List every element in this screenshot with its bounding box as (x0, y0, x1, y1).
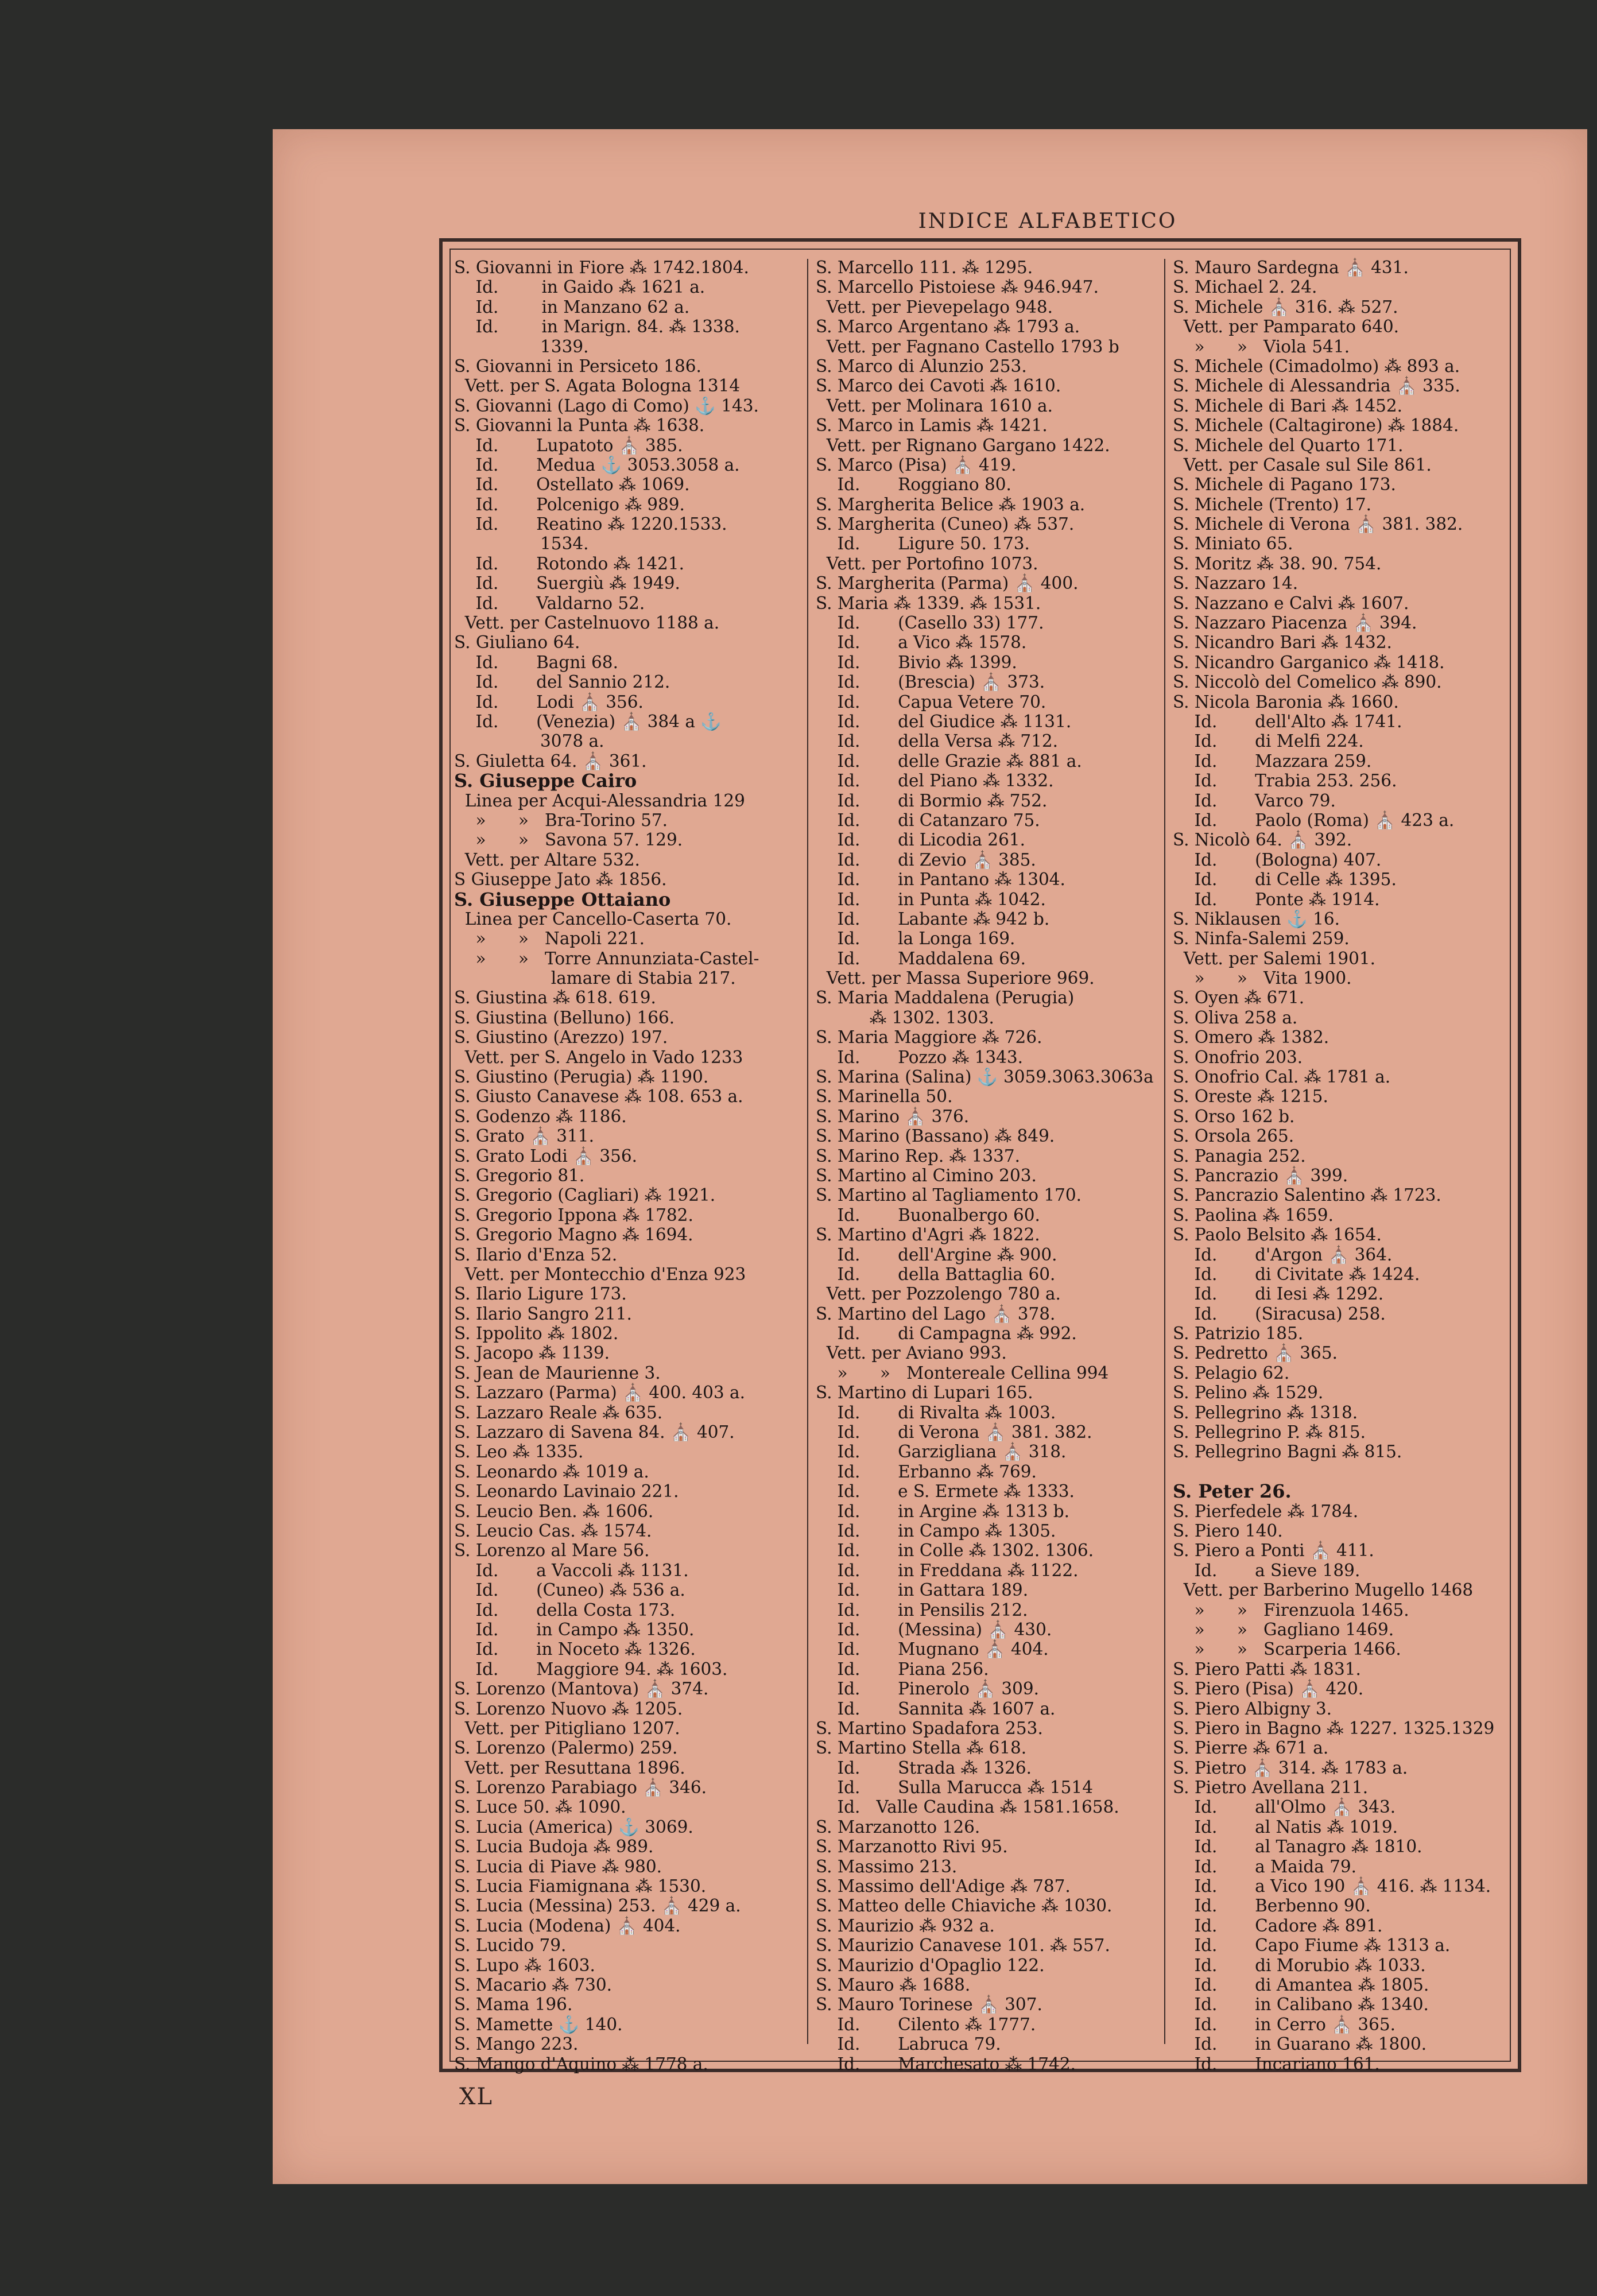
index-entry: Vett. per Salemi 1901. (1173, 948, 1376, 968)
index-entry: S. Pedretto ⛪ 365. (1173, 1343, 1338, 1363)
index-entry: S. Onofrio 203. (1173, 1047, 1303, 1067)
index-entry: S. Nicolò 64. ⛪ 392. (1173, 830, 1352, 850)
index-entry: Vett. per Rignano Gargano 1422. (816, 435, 1110, 455)
index-entry: S. Giuseppe Cairo (454, 770, 637, 792)
index-entry: S. Martino al Cimino 203. (816, 1165, 1037, 1185)
index-entry: S. Mauro Sardegna ⛪ 431. (1173, 258, 1409, 277)
index-entry: S. Maria ⁂ 1339. ⁂ 1531. (816, 593, 1041, 613)
index-entry: S. Pancrazio ⛪ 399. (1173, 1165, 1348, 1185)
index-entry: Id. Mugnano ⛪ 404. (816, 1639, 1049, 1659)
index-entry: S. Nicandro Garganico ⁂ 1418. (1173, 652, 1445, 672)
index-entry: Id. Labruca 79. (816, 2034, 1001, 2054)
index-entry: S. Ninfa-Salemi 259. (1173, 929, 1350, 949)
index-entry: S. Lupo ⁂ 1603. (454, 1955, 595, 1975)
index-entry: Id. Ligure 50. 173. (816, 534, 1030, 554)
index-entry: S. Marina (Salina) ⚓ 3059.3063.3063a (816, 1067, 1154, 1087)
index-entry: Id. di Civitate ⁂ 1424. (1173, 1264, 1420, 1284)
index-entry: S. Grato Lodi ⛪ 356. (454, 1146, 637, 1166)
index-entry: S. Giustina (Belluno) 166. (454, 1007, 675, 1027)
index-entry: S. Giusto Canavese ⁂ 108. 653 a. (454, 1087, 743, 1107)
index-entry: Vett. per Casale sul Sile 861. (1173, 455, 1432, 475)
index-entry: Linea per Acqui-Alessandria 129 (454, 790, 745, 810)
index-entry: Vett. per Aviano 993. (816, 1343, 1007, 1363)
index-entry: Id. Pinerolo ⛪ 309. (816, 1679, 1040, 1699)
index-entry: S. Leonardo Lavinaio 221. (454, 1481, 679, 1502)
index-entry: S. Pietro Avellana 211. (1173, 1778, 1369, 1798)
index-entry: S. Marcello 111. ⁂ 1295. (816, 258, 1033, 277)
index-entry: S. Patrizio 185. (1173, 1324, 1304, 1344)
index-entry: S. Michele (Trento) 17. (1173, 494, 1371, 514)
index-entry: Id. Pozzo ⁂ 1343. (816, 1047, 1024, 1067)
index-entry: S. Godenzo ⁂ 1186. (454, 1106, 627, 1126)
index-entry: 1534. (454, 534, 589, 554)
index-entry: Id. del Giudice ⁂ 1131. (816, 711, 1072, 731)
index-entry: Id. Mazzara 259. (1173, 751, 1372, 771)
index-entry: S. Piero (Pisa) ⛪ 420. (1173, 1679, 1364, 1699)
index-entry: S. Massimo dell'Adige ⁂ 787. (816, 1876, 1071, 1896)
index-entry: Id. Sannita ⁂ 1607 a. (816, 1698, 1056, 1719)
index-entry: S. Pellegrino ⁂ 1318. (1173, 1402, 1358, 1422)
index-entry: S. Pierre ⁂ 671 a. (1173, 1738, 1329, 1758)
index-entry: Id. Piana 256. (816, 1659, 989, 1679)
index-entry: Id. della Versa ⁂ 712. (816, 731, 1059, 751)
index-entry: S. Marcello Pistoiese ⁂ 946.947. (816, 277, 1099, 297)
index-entry: S. Lucia (America) ⚓ 3069. (454, 1817, 693, 1837)
index-entry: Id. a Maida 79. (1173, 1856, 1357, 1876)
index-entry: S. Mamette ⚓ 140. (454, 2014, 623, 2034)
index-entry: S. Giovanni in Persiceto 186. (454, 356, 701, 376)
index-entry: Id. all'Olmo ⛪ 343. (1173, 1797, 1396, 1817)
index-entry: S. Gregorio (Cagliari) ⁂ 1921. (454, 1185, 716, 1205)
index-entry: Id. di Bormio ⁂ 752. (816, 790, 1048, 810)
index-entry: Id. in Gaido ⁂ 1621 a. (454, 277, 706, 297)
index-entry: S. Pietro ⛪ 314. ⁂ 1783 a. (1173, 1758, 1408, 1778)
index-entry: S. Lorenzo Parabiago ⛪ 346. (454, 1778, 707, 1798)
index-entry: S. Michele di Bari ⁂ 1452. (1173, 395, 1403, 416)
index-entry: Id. in Freddana ⁂ 1122. (816, 1560, 1079, 1580)
index-entry: S. Marco di Alunzio 253. (816, 356, 1027, 376)
index-entry: Vett. per Castelnuovo 1188 a. (454, 613, 720, 633)
index-entry: Id. di Iesi ⁂ 1292. (1173, 1284, 1384, 1304)
index-entry: Id. in Pensilis 212. (816, 1600, 1028, 1620)
index-entry: Id. in Colle ⁂ 1302. 1306. (816, 1541, 1094, 1561)
index-entry: Id. delle Grazie ⁂ 881 a. (816, 751, 1082, 771)
index-entry: Id. di Licodia 261. (816, 830, 1026, 850)
index-entry: S. Gregorio 81. (454, 1165, 585, 1185)
index-entry: S. Giuletta 64. ⛪ 361. (454, 751, 647, 771)
index-entry: Id. in Guarano ⁂ 1800. (1173, 2034, 1427, 2054)
index-entry: Id. in Noceto ⁂ 1326. (454, 1639, 696, 1659)
index-entry: Id. a Vico ⁂ 1578. (816, 633, 1027, 653)
index-entry: S. Oyen ⁂ 671. (1173, 988, 1305, 1008)
index-entry: Id. Bivio ⁂ 1399. (816, 652, 1017, 672)
index-entry: Id. Cilento ⁂ 1777. (816, 2014, 1036, 2034)
index-entry: S. Marino ⛪ 376. (816, 1106, 970, 1126)
index-entry: Vett. per Massa Superiore 969. (816, 968, 1095, 988)
index-entry: Id. Ostellato ⁂ 1069. (454, 475, 690, 495)
index-entry: S. Maurizio ⁂ 932 a. (816, 1915, 995, 1936)
index-entry: S. Paolina ⁂ 1659. (1173, 1205, 1334, 1225)
index-entry: Id. a Sieve 189. (1173, 1560, 1360, 1580)
index-entry: Id. dell'Alto ⁂ 1741. (1173, 711, 1402, 731)
index-entry: Id. in Gattara 189. (816, 1580, 1029, 1600)
index-entry: Linea per Cancello-Caserta 70. (454, 909, 732, 929)
index-entry: S. Michele di Pagano 173. (1173, 475, 1396, 495)
index-entry: S. Piero a Ponti ⛪ 411. (1173, 1541, 1374, 1561)
index-entry: Vett. per Fagnano Castello 1793 b (816, 336, 1119, 356)
index-entry: Id. Valle Caudina ⁂ 1581.1658. (816, 1797, 1119, 1817)
index-entry: Id. di Catanzaro 75. (816, 810, 1040, 830)
index-entry: Id. Bagni 68. (454, 652, 618, 672)
index-entry: S. Miniato 65. (1173, 534, 1293, 554)
index-entry: S. Nazzaro Piacenza ⛪ 394. (1173, 613, 1417, 633)
index-entry: S. Pellegrino P. ⁂ 815. (1173, 1422, 1366, 1442)
index-entry: Id. Cadore ⁂ 891. (1173, 1915, 1383, 1936)
index-entry: S. Michele ⛪ 316. ⁂ 527. (1173, 297, 1398, 317)
index-entry: S. Leonardo ⁂ 1019 a. (454, 1461, 649, 1481)
index-entry: Id. Paolo (Roma) ⛪ 423 a. (1173, 810, 1455, 830)
page-number: XL (459, 2084, 494, 2110)
index-entry: S. Giovanni la Punta ⁂ 1638. (454, 416, 705, 436)
index-entry: S. Leo ⁂ 1335. (454, 1442, 584, 1462)
index-entry: S. Lazzaro (Parma) ⛪ 400. 403 a. (454, 1383, 745, 1403)
index-entry: S. Lucia di Piave ⁂ 980. (454, 1856, 662, 1876)
index-entry: Id. Garzigliana ⛪ 318. (816, 1442, 1067, 1462)
index-entry: S. Marco (Pisa) ⛪ 419. (816, 455, 1017, 475)
index-entry: S. Nazzaro 14. (1173, 573, 1298, 594)
index-entry: S. Marino Rep. ⁂ 1337. (816, 1146, 1021, 1166)
index-entry: Id. del Sannio 212. (454, 672, 670, 692)
index-entry: S. Moritz ⁂ 38. 90. 754. (1173, 553, 1382, 573)
index-entry: S. Giustino (Perugia) ⁂ 1190. (454, 1067, 709, 1087)
page-header: INDICE ALFABETICO (918, 210, 1177, 233)
index-entry: S. Marzanotto 126. (816, 1817, 980, 1837)
index-entry: » » Bra-Torino 57. (454, 810, 668, 830)
index-entry: Vett. per Montecchio d'Enza 923 (454, 1264, 746, 1284)
index-entry: S. Onofrio Cal. ⁂ 1781 a. (1173, 1067, 1391, 1087)
index-entry: Id. Maddalena 69. (816, 948, 1026, 968)
index-entry: S. Lucia (Messina) 253. ⛪ 429 a. (454, 1896, 741, 1916)
index-entry: Id. Labante ⁂ 942 b. (816, 909, 1050, 929)
index-entry: Id. Incariano 161. (1173, 2054, 1380, 2074)
index-entry: Id. della Costa 173. (454, 1600, 676, 1620)
index-entry: Id. in Campo ⁂ 1350. (454, 1619, 695, 1639)
index-entry: Vett. per Altare 532. (454, 850, 640, 870)
index-entry: S. Michele del Quarto 171. (1173, 435, 1404, 455)
index-entry: S. Massimo 213. (816, 1856, 958, 1876)
index-entry: S. Mama 196. (454, 1995, 573, 2015)
index-entry: ⁂ 1302. 1303. (816, 1007, 994, 1027)
index-entry: S. Grato ⛪ 311. (454, 1126, 594, 1146)
index-entry: Id. e S. Ermete ⁂ 1333. (816, 1481, 1075, 1502)
index-entry: 1339. (454, 336, 589, 356)
index-entry: S. Giovanni in Fiore ⁂ 1742.1804. (454, 258, 749, 277)
index-entry: S. Marco in Lamis ⁂ 1421. (816, 416, 1048, 436)
index-entry: Id. (Siracusa) 258. (1173, 1304, 1386, 1324)
index-entry: S. Nicola Baronia ⁂ 1660. (1173, 692, 1399, 712)
index-entry: S. Panagia 252. (1173, 1146, 1306, 1166)
index-entry: Id. Polcenigo ⁂ 989. (454, 494, 685, 514)
index-entry: Vett. per Pievepelago 948. (816, 297, 1053, 317)
index-entry: Id. in Punta ⁂ 1042. (816, 889, 1046, 909)
index-entry: Id. in Argine ⁂ 1313 b. (816, 1501, 1070, 1521)
index-entry: Id. Trabia 253. 256. (1173, 771, 1397, 791)
index-entry: S. Martino Spadafora 253. (816, 1718, 1043, 1738)
index-entry: Id. Rotondo ⁂ 1421. (454, 553, 685, 573)
index-entry: S. Lazzaro Reale ⁂ 635. (454, 1402, 663, 1422)
book-page (273, 129, 1587, 2184)
index-entry: S. Jean de Maurienne 3. (454, 1363, 661, 1383)
index-entry: S. Oreste ⁂ 1215. (1173, 1087, 1328, 1107)
index-entry: S. Niklausen ⚓ 16. (1173, 909, 1340, 929)
index-entry: S. Macario ⁂ 730. (454, 1975, 613, 1995)
index-entry: Id. d'Argon ⛪ 364. (1173, 1244, 1393, 1265)
index-entry: S. Orsola 265. (1173, 1126, 1294, 1146)
index-column-2 (816, 258, 1160, 2074)
index-column-3 (1173, 258, 1506, 2074)
index-entry: Id. in Marign. 84. ⁂ 1338. (454, 317, 740, 337)
index-entry: » » Vita 1900. (1173, 968, 1352, 988)
index-entry: S. Giustina ⁂ 618. 619. (454, 988, 656, 1008)
index-entry: S. Marino (Bassano) ⁂ 849. (816, 1126, 1055, 1146)
index-entry: S. Peter 26. (1173, 1480, 1292, 1503)
index-entry: 3078 a. (454, 731, 604, 751)
index-entry: Id. di Melfi 224. (1173, 731, 1364, 751)
index-entry: Id. (Casello 33) 177. (816, 613, 1044, 633)
index-entry: Id. Erbanno ⁂ 769. (816, 1461, 1037, 1481)
index-entry: S. Pelino ⁂ 1529. (1173, 1383, 1324, 1403)
index-entry: Id. di Verona ⛪ 381. 382. (816, 1422, 1092, 1442)
index-entry: Id. Ponte ⁂ 1914. (1173, 889, 1380, 909)
index-entry: S. Jacopo ⁂ 1139. (454, 1343, 610, 1363)
index-entry: Id. (Venezia) ⛪ 384 a ⚓ (454, 711, 722, 731)
index-entry: Id. in Cerro ⛪ 365. (1173, 2014, 1396, 2034)
index-entry: Id. di Morubio ⁂ 1033. (1173, 1955, 1426, 1975)
index-entry: S. Gregorio Ippona ⁂ 1782. (454, 1205, 693, 1225)
index-entry: Id. Capo Fiume ⁂ 1313 a. (1173, 1936, 1451, 1956)
index-entry: Id. in Pantano ⁂ 1304. (816, 870, 1065, 890)
index-entry: S. Mango d'Aquino ⁂ 1778 a. (454, 2054, 708, 2074)
index-entry: Id. Capua Vetere 70. (816, 692, 1046, 712)
index-entry: » » Torre Annunziata-Castel- (454, 948, 759, 968)
index-entry: » » Montereale Cellina 994 (816, 1363, 1109, 1383)
index-entry: Id. Varco 79. (1173, 790, 1336, 810)
index-entry: S. Giuliano 64. (454, 633, 580, 653)
index-entry: » » Napoli 221. (454, 929, 645, 949)
index-entry: Id. Suergiù ⁂ 1949. (454, 573, 680, 594)
index-entry: S. Michele di Verona ⛪ 381. 382. (1173, 514, 1463, 534)
index-entry: S. Michael 2. 24. (1173, 277, 1317, 297)
index-entry: S. Margherita Belice ⁂ 1903 a. (816, 494, 1086, 514)
index-entry: S. Leucio Ben. ⁂ 1606. (454, 1501, 654, 1521)
index-entry: S. Lorenzo (Mantova) ⛪ 374. (454, 1679, 709, 1699)
index-entry: S. Mango 223. (454, 2034, 579, 2054)
index-entry: S. Luce 50. ⁂ 1090. (454, 1797, 626, 1817)
index-entry: » » Savona 57. 129. (454, 830, 683, 850)
index-entry: S. Piero in Bagno ⁂ 1227. 1325.1329 (1173, 1718, 1495, 1738)
index-entry: S. Mauro Torinese ⛪ 307. (816, 1995, 1042, 2015)
index-entry: S. Ippolito ⁂ 1802. (454, 1324, 619, 1344)
index-entry: S. Pelagio 62. (1173, 1363, 1290, 1383)
index-entry: Id. Roggiano 80. (816, 475, 1011, 495)
index-entry: S. Orso 162 b. (1173, 1106, 1295, 1126)
index-entry: Id. di Rivalta ⁂ 1003. (816, 1402, 1056, 1422)
index-entry: » » Viola 541. (1173, 336, 1350, 356)
index-entry: Id. a Vico 190 ⛪ 416. ⁂ 1134. (1173, 1876, 1491, 1896)
index-entry: Id. Strada ⁂ 1326. (816, 1758, 1032, 1778)
index-entry: S. Leucio Cas. ⁂ 1574. (454, 1521, 652, 1541)
index-entry: S. Matteo delle Chiaviche ⁂ 1030. (816, 1896, 1113, 1916)
column-divider (1164, 259, 1165, 2044)
index-entry: S. Martino di Lupari 165. (816, 1383, 1033, 1403)
index-entry: lamare di Stabia 217. (454, 968, 736, 988)
index-entry: S. Martino d'Agri ⁂ 1822. (816, 1225, 1040, 1245)
column-divider (807, 259, 808, 2044)
index-entry: S. Pancrazio Salentino ⁂ 1723. (1173, 1185, 1441, 1205)
index-frame (439, 238, 1521, 2072)
index-entry: Id. a Vaccoli ⁂ 1131. (454, 1560, 689, 1580)
index-entry: Id. della Battaglia 60. (816, 1264, 1056, 1284)
index-entry: S. Lazzaro di Savena 84. ⛪ 407. (454, 1422, 735, 1442)
index-entry: S. Oliva 258 a. (1173, 1007, 1298, 1027)
index-entry: » » Firenzuola 1465. (1173, 1600, 1409, 1620)
index-entry: S. Piero 140. (1173, 1521, 1283, 1541)
index-entry: S. Michele di Alessandria ⛪ 335. (1173, 376, 1460, 396)
index-entry: Vett. per Barberino Mugello 1468 (1173, 1580, 1474, 1600)
index-entry: S. Pierfedele ⁂ 1784. (1173, 1501, 1359, 1521)
index-entry: Id. dell'Argine ⁂ 900. (816, 1244, 1057, 1265)
index-entry: Id. di Zevio ⛪ 385. (816, 850, 1036, 870)
index-entry: Vett. per Molinara 1610 a. (816, 395, 1053, 416)
index-entry: Id. (Brescia) ⛪ 373. (816, 672, 1045, 692)
index-entry: S. Lorenzo al Mare 56. (454, 1541, 650, 1561)
index-entry: S. Nazzano e Calvi ⁂ 1607. (1173, 593, 1409, 613)
index-entry: S. Mauro ⁂ 1688. (816, 1975, 971, 1995)
index-entry: S. Lorenzo Nuovo ⁂ 1205. (454, 1698, 683, 1719)
index-entry: S. Niccolò del Comelico ⁂ 890. (1173, 672, 1442, 692)
index-entry: Vett. per Pamparato 640. (1173, 317, 1400, 337)
index-entry: S. Lucia Fiamignana ⁂ 1530. (454, 1876, 707, 1896)
index-entry: S. Martino del Lago ⛪ 378. (816, 1304, 1056, 1324)
index-entry: Id. Medua ⚓ 3053.3058 a. (454, 455, 740, 475)
index-entry: Id. Sulla Marucca ⁂ 1514 (816, 1778, 1093, 1798)
index-entry: S. Marco Argentano ⁂ 1793 a. (816, 317, 1080, 337)
index-entry: Id. (Messina) ⛪ 430. (816, 1619, 1052, 1639)
index-entry: S. Maurizio d'Opaglio 122. (816, 1955, 1045, 1975)
index-entry: S. Giovanni (Lago di Como) ⚓ 143. (454, 395, 759, 416)
index-entry: Id. Reatino ⁂ 1220.1533. (454, 514, 727, 534)
index-entry: Id. del Piano ⁂ 1332. (816, 771, 1054, 791)
index-entry: Id. la Longa 169. (816, 929, 1015, 949)
index-entry: S. Marco dei Cavoti ⁂ 1610. (816, 376, 1061, 396)
index-entry: Id. in Campo ⁂ 1305. (816, 1521, 1056, 1541)
index-entry: S. Margherita (Parma) ⛪ 400. (816, 573, 1079, 594)
index-entry: S. Maurizio Canavese 101. ⁂ 557. (816, 1936, 1110, 1956)
index-entry: Id. Valdarno 52. (454, 593, 645, 613)
index-entry: S. Maria Maddalena (Perugia) (816, 988, 1075, 1008)
index-entry: Vett. per Pitigliano 1207. (454, 1718, 680, 1738)
index-entry: Id. Maggiore 94. ⁂ 1603. (454, 1659, 728, 1679)
index-entry: Vett. per Resuttana 1896. (454, 1758, 685, 1778)
index-entry: Id. Marchesato ⁂ 1742. (816, 2054, 1076, 2074)
index-entry: S. Maria Maggiore ⁂ 726. (816, 1027, 1042, 1048)
index-entry: S. Martino Stella ⁂ 618. (816, 1738, 1027, 1758)
index-entry: S. Omero ⁂ 1382. (1173, 1027, 1329, 1048)
index-entry: S. Giuseppe Ottaiano (454, 888, 671, 910)
index-column-1 (454, 258, 798, 2074)
index-entry: Id. di Campagna ⁂ 992. (816, 1324, 1077, 1344)
index-entry: S. Ilario Ligure 173. (454, 1284, 627, 1304)
index-entry: S. Martino al Tagliamento 170. (816, 1185, 1082, 1205)
index-entry: Id. in Calibano ⁂ 1340. (1173, 1995, 1429, 2015)
index-entry: Id. Lodi ⛪ 356. (454, 692, 644, 712)
index-entry: S. Marzanotto Rivi 95. (816, 1837, 1008, 1857)
index-entry: Vett. per S. Agata Bologna 1314 (454, 376, 741, 396)
index-entry: » » Gagliano 1469. (1173, 1619, 1394, 1639)
index-entry: S. Giustino (Arezzo) 197. (454, 1027, 668, 1048)
index-entry: Id. al Tanagro ⁂ 1810. (1173, 1837, 1422, 1857)
index-entry: Vett. per Portofino 1073. (816, 553, 1038, 573)
index-entry: S. Michele (Cimadolmo) ⁂ 893 a. (1173, 356, 1460, 376)
index-entry: S. Lucido 79. (454, 1936, 567, 1956)
index-entry (1173, 1462, 1506, 1481)
index-entry: Vett. per Pozzolengo 780 a. (816, 1284, 1061, 1304)
index-entry: Id. Berbenno 90. (1173, 1896, 1371, 1916)
index-entry: S. Ilario Sangro 211. (454, 1304, 632, 1324)
index-entry: Id. al Natis ⁂ 1019. (1173, 1817, 1398, 1837)
index-entry: S. Michele (Caltagirone) ⁂ 1884. (1173, 416, 1459, 436)
index-entry: S. Lucia Budoja ⁂ 989. (454, 1837, 654, 1857)
index-entry: S. Gregorio Magno ⁂ 1694. (454, 1225, 693, 1245)
index-entry: S. Piero Patti ⁂ 1831. (1173, 1659, 1361, 1679)
index-entry: Id. (Cuneo) ⁂ 536 a. (454, 1580, 685, 1600)
index-entry: S. Nicandro Bari ⁂ 1432. (1173, 633, 1392, 653)
index-entry: S. Ilario d'Enza 52. (454, 1244, 618, 1265)
index-entry: » » Scarperia 1466. (1173, 1639, 1401, 1659)
index-entry: S. Marinella 50. (816, 1087, 953, 1107)
index-entry: S. Margherita (Cuneo) ⁂ 537. (816, 514, 1075, 534)
index-entry: S. Paolo Belsito ⁂ 1654. (1173, 1225, 1382, 1245)
index-entry: S Giuseppe Jato ⁂ 1856. (454, 870, 667, 890)
index-entry: S. Pellegrino Bagni ⁂ 815. (1173, 1442, 1402, 1462)
index-entry: Vett. per S. Angelo in Vado 1233 (454, 1047, 743, 1067)
index-entry: S. Piero Albigny 3. (1173, 1698, 1332, 1719)
index-entry: Id. di Amantea ⁂ 1805. (1173, 1975, 1429, 1995)
index-entry: S. Lorenzo (Palermo) 259. (454, 1738, 678, 1758)
index-entry: Id. (Bologna) 407. (1173, 850, 1382, 870)
index-entry: Id. in Manzano 62 a. (454, 297, 690, 317)
index-entry: Id. di Celle ⁂ 1395. (1173, 870, 1397, 890)
index-entry: S. Lucia (Modena) ⛪ 404. (454, 1915, 681, 1936)
index-entry: Id. Lupatoto ⛪ 385. (454, 435, 683, 455)
index-entry: Id. Buonalbergo 60. (816, 1205, 1040, 1225)
